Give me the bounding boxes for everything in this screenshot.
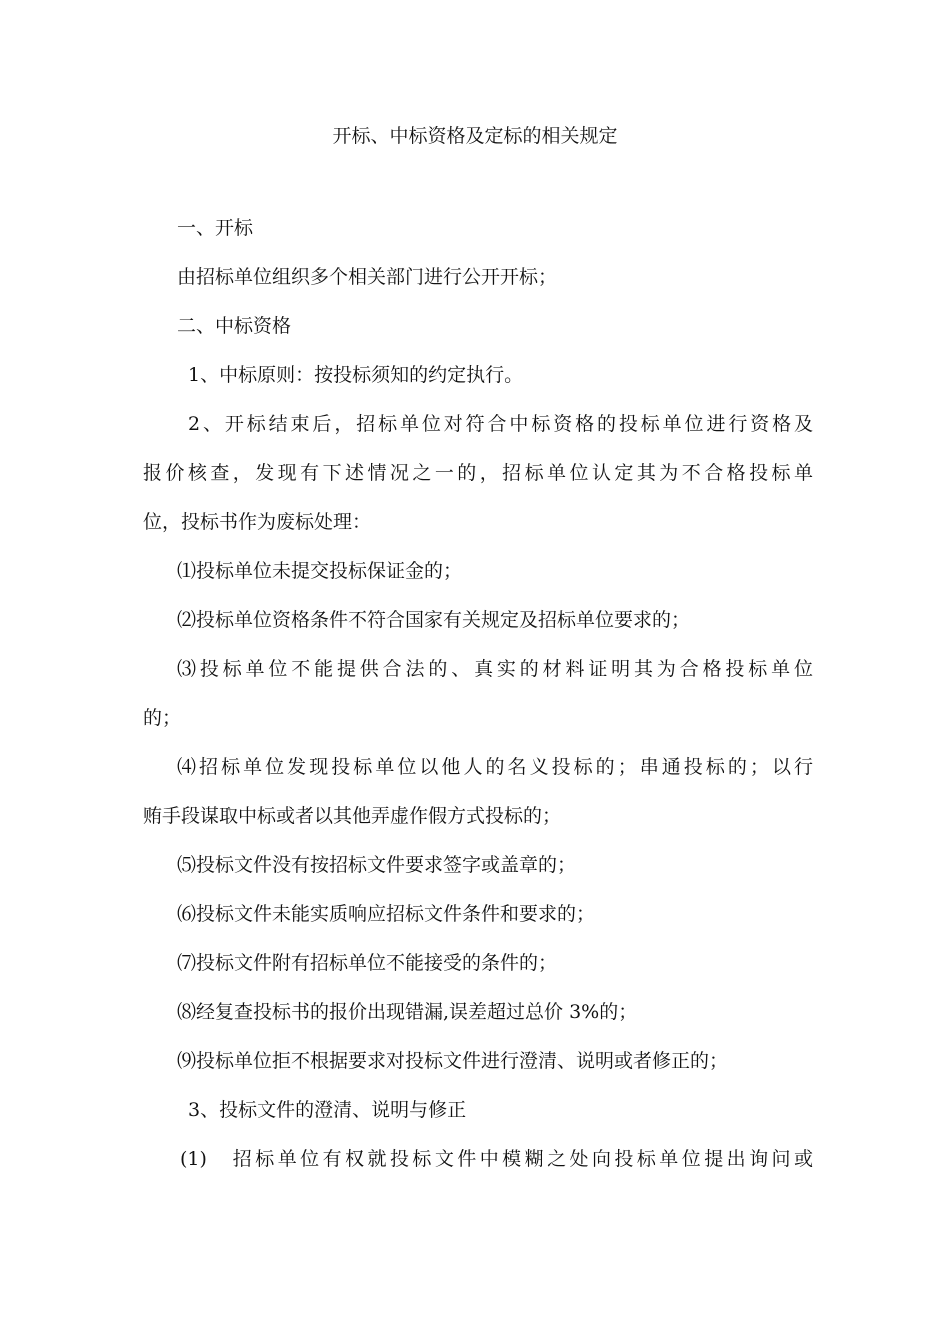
document-title: 开标、中标资格及定标的相关规定 xyxy=(332,125,618,147)
section-heading-opening: 一、开标 xyxy=(177,217,254,239)
clause-2-line-1: 2、开标结束后，招标单位对符合中标资格的投标单位进行资格及 xyxy=(188,413,813,435)
document-body xyxy=(143,210,813,1190)
item-4-line-1: ⑷招标单位发现投标单位以他人的名义投标的；串通投标的；以行 xyxy=(177,756,813,778)
item-4-line-2: 贿手段谋取中标或者以其他弄虚作假方式投标的； xyxy=(143,805,562,827)
clause-3-item-1: (1) 招标单位有权就投标文件中模糊之处向投标单位提出询问或 xyxy=(180,1148,813,1170)
clause-2-line-3: 位，投标书作为废标处理： xyxy=(143,511,372,533)
clause-2-line-2: 报价核查，发现有下述情况之一的，招标单位认定其为不合格投标单 xyxy=(143,462,813,484)
item-7: ⑺投标文件附有招标单位不能接受的条件的； xyxy=(177,952,558,974)
clause-1: 1、中标原则：按投标须知的约定执行。 xyxy=(188,364,524,386)
item-8: ⑻经复查投标书的报价出现错漏,误差超过总价 3%的； xyxy=(177,1001,638,1023)
item-3-line-2: 的； xyxy=(143,707,182,729)
item-2: ⑵投标单位资格条件不符合国家有关规定及招标单位要求的； xyxy=(177,609,691,631)
paragraph-opening: 由招标单位组织多个相关部门进行公开开标； xyxy=(177,266,558,288)
item-6: ⑹投标文件未能实质响应招标文件条件和要求的； xyxy=(177,903,596,925)
item-3-line-1: ⑶投标单位不能提供合法的、真实的材料证明其为合格投标单位 xyxy=(177,658,813,680)
section-heading-qualification: 二、中标资格 xyxy=(177,315,292,337)
item-1: ⑴投标单位未提交投标保证金的； xyxy=(177,560,463,582)
clause-3: 3、投标文件的澄清、说明与修正 xyxy=(188,1099,467,1121)
item-5: ⑸投标文件没有按招标文件要求签字或盖章的； xyxy=(177,854,577,876)
item-9: ⑼投标单位拒不根据要求对投标文件进行澄清、说明或者修正的； xyxy=(177,1050,729,1072)
